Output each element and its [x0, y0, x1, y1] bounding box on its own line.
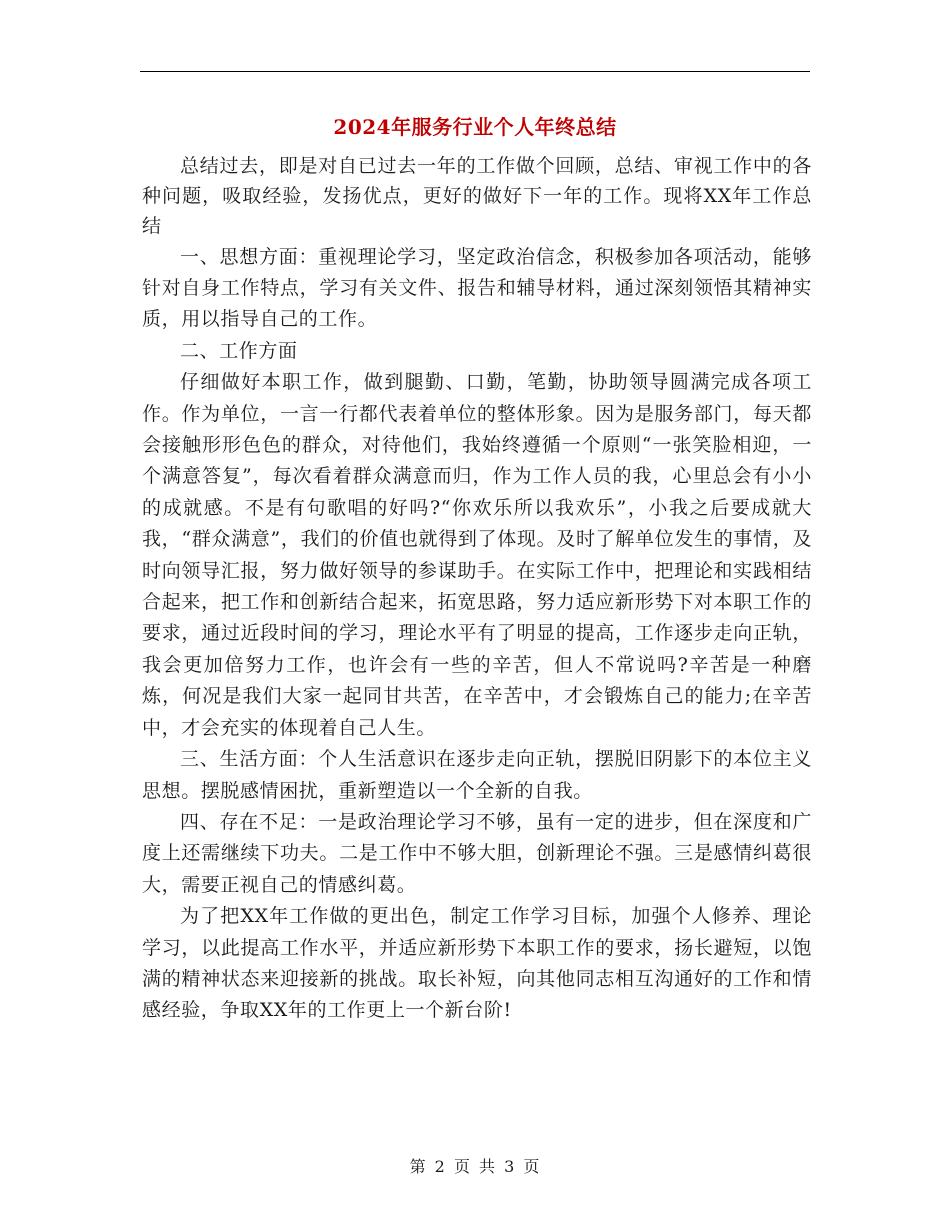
document-body	[142, 151, 812, 1027]
paragraph-thought: 一、思想方面：重视理论学习，坚定政治信念，积极参加各项活动，能够针对自身工作特点，学习有关文件、报告和辅导材料，通过深刻领悟其精神实质，用以指导自己的工作。	[142, 245, 812, 331]
paragraph-life: 三、生活方面：个人生活意识在逐步走向正轨，摆脱旧阴影下的本位主义思想。摆脱感情困扰，重新塑造以一个全新的自我。	[142, 748, 812, 802]
paragraph-work: 仔细做好本职工作，做到腿勤、口勤，笔勤，协助领导圆满完成各项工作。作为单位，一言一行都代表着单位的整体形象。因为是服务部门，每天都会接触形形色色的群众，对待他们，我始终遵循一个原则“一张笑脸相迎，一个满意答复”，每次看着群众满意而归，作为工作人员的我，心里总会有小小的成就感。不是有句歌唱的好吗?“你欢乐所以我欢乐”，小我之后要成就大我，“群众满意”，我们的价值也就得到了体现。及时了解单位发生的事情，及时向领导汇报，努力做好领导的参谋助手。在实际工作中，把理论和实践相结合起来，把工作和创新结合起来，拓宽思路，努力适应新形势下对本职工作的要求，通过近段时间的学习，理论水平有了明显的提高，工作逐步走向正轨，我会更加倍努力工作，也许会有一些的辛苦，但人不常说吗?辛苦是一种磨炼，何况是我们大家一起同甘共苦，在辛苦中，才会锻炼自己的能力;在辛苦中，才会充实的体现着自己人生。	[142, 371, 812, 739]
paragraph-goals: 为了把XX年工作做的更出色，制定工作学习目标，加强个人修养、理论学习，以此提高工作水平，并适应新形势下本职工作的要求，扬长避短，以饱满的精神状态来迎接新的挑战。取长补短，向其他同志相互沟通好的工作和情感经验，争取XX年的工作更上一个新台阶!	[142, 905, 812, 1022]
header-rule	[140, 71, 810, 72]
paragraph-intro: 总结过去，即是对自已过去一年的工作做个回顾，总结、审视工作中的各种问题，吸取经验，发扬优点，更好的做好下一年的工作。现将XX年工作总结	[142, 155, 812, 238]
paragraph-shortcomings: 四、存在不足：一是政治理论学习不够，虽有一定的进步，但在深度和广度上还需继续下功夫。二是工作中不够大胆，创新理论不强。三是感情纠葛很大，需要正视自己的情感纠葛。	[142, 810, 812, 896]
page-number: 第 2 页 共 3 页	[409, 1157, 541, 1176]
document-title: 2024年服务行业个人年终总结	[333, 115, 617, 139]
paragraph-work-heading: 二、工作方面	[180, 339, 298, 362]
